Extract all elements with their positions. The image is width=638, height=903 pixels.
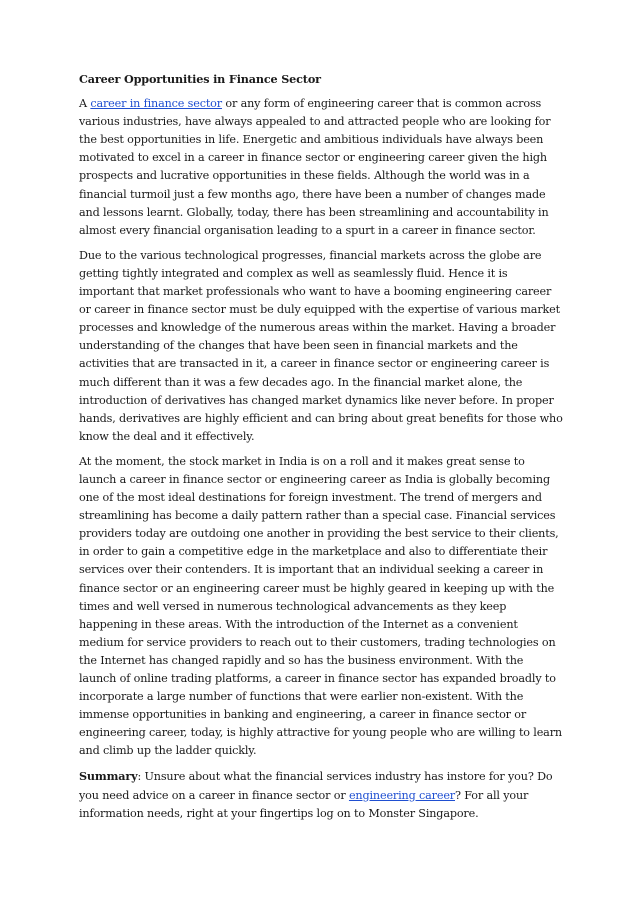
- paragraph-2: Due to the various technological progresses, financial markets across the globe are getting tightly integrated and complex as well as seamlessly fluid. Hence it is important that market professionals who want to have a booming engineering career or career in finance sector must be duly equipped with the expertise of various market processes and knowledge of the numerous areas within the market. Having a broader understanding of the changes that have been seen in financial markets and the activities that are transacted in it, a career in finance sector or engineering career is much different than it was a few decades ago. In the financial market alone, the introduction of derivatives has changed market dynamics like never before. In proper hands, derivatives are highly efficient and can bring about great benefits for those who know the deal and it effectively.: [79, 248, 563, 443]
- paragraph-1-lead: A: [79, 97, 91, 111]
- paragraph-3: At the moment, the stock market in India is on a roll and it makes great sense to launch a career in finance sector or engineering career as India is globally becoming one of the most ideal destinations for foreign investment. The trend of mergers and streamlining has become a daily pattern rather than a special case. Financial services providers today are outdoing one another in providing the best service to their clients, in order to gain a competitive edge in the marketplace and also to differentiate their services over their contenders. It is important that an individual seeking a career in finance sector or an engineering career must be highly geared in keeping up with the times and well versed in numerous technological advancements as they keep happening in these areas. With the introduction of the Internet as a convenient medium for service providers to reach out to their customers, trading technologies on the Internet has changed rapidly and so has the business environment. With the launch of online trading platforms, a career in finance sector has expanded broadly to incorporate a large number of functions that were earlier non-existent. With the immense opportunities in banking and engineering, a career in finance sector or engineering career, today, is highly attractive for young people who are willing to learn and climb up the ladder quickly.: [79, 454, 562, 758]
- document-title: Career Opportunities in Finance Sector: [79, 72, 321, 86]
- summary-label: Summary: [79, 769, 138, 784]
- summary-part-2: ? For all your information needs, right at your fingertips log on to Monster Singapore.: [79, 788, 529, 820]
- paragraph-1: [79, 95, 563, 240]
- summary-paragraph: [79, 767, 563, 822]
- document-page: [79, 70, 563, 830]
- paragraph-1-rest: or any form of engineering career that is common across various industries, have always appealed to and attracted people who are looking for the best opportunities in life. Energetic and ambitious individuals have always been motivated to excel in a career in finance sector or engineering career given the high prospects and lucrative opportunities in these fields. Although the world was in a financial turmoil just a few months ago, there have been a number of changes made and lessons learnt. Globally, today, there has been streamlining and accountability in almost every financial organisation leading to a spurt in a career in finance sector.: [79, 97, 551, 237]
- career-in-finance-sector-link[interactable]: career in finance sector: [90, 97, 222, 111]
- summary-part-1: : Unsure about what the financial services industry has instore for you? Do you need advice on a career in finance sector or: [79, 770, 553, 802]
- engineering-career-link[interactable]: engineering career: [348, 788, 455, 802]
